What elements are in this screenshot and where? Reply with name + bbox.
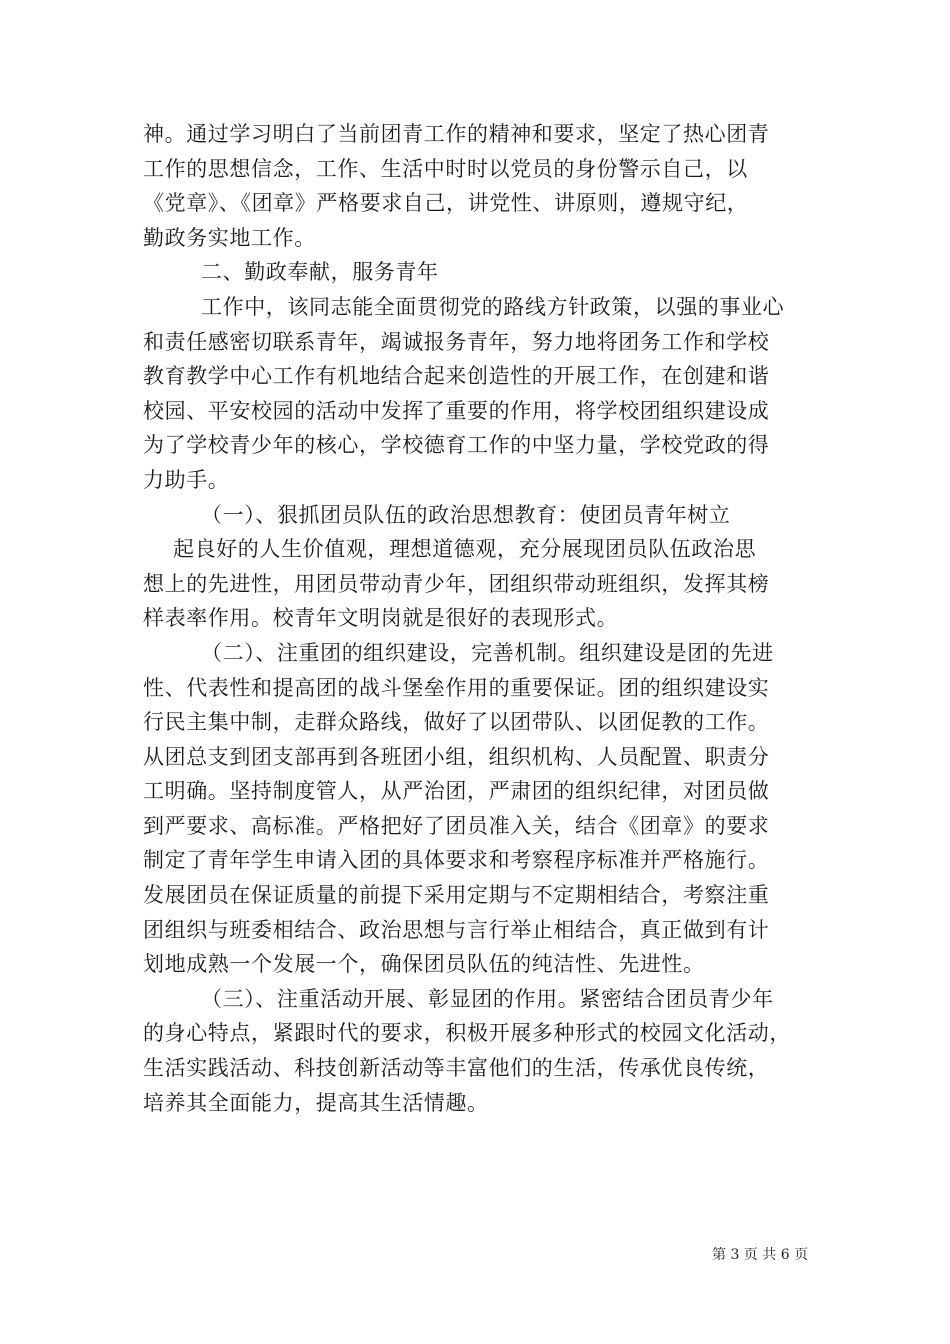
section-heading: 二、勤政奉献，服务青年 <box>201 260 439 285</box>
text-line: 生活实践活动、科技创新活动等丰富他们的生活，传承优良传统， <box>143 1056 770 1081</box>
text-line: 到严要求、高标准。严格把好了团员准入关，结合《团章》的要求 <box>143 813 770 838</box>
text-line: 行民主集中制，走群众路线，做好了以团带队、以团促教的工作。 <box>143 710 770 735</box>
subsection-heading: （一）、狠抓团员队伍的政治思想教育：使团员青年树立 <box>201 502 731 527</box>
text-line: 从团总支到团支部再到各班团小组，组织机构、人员配置、职责分 <box>143 744 770 769</box>
text-line: 团组织与班委相结合、政治思想与言行举止相结合，真正做到有计 <box>143 917 770 942</box>
text-line: 工作中，该同志能全面贯彻党的路线方针政策，以强的事业心 <box>201 294 785 319</box>
subsection-heading: （三）、注重活动开展、彰显团的作用。紧密结合团员青少年 <box>201 986 774 1011</box>
text-line: 《党章》、《团章》严格要求自己，讲党性、讲原则，遵规守纪， <box>143 191 749 216</box>
page-number: 第 3 页 共 6 页 <box>712 1247 809 1263</box>
text-line: 想上的先进性，用团员带动青少年，团组织带动班组织，发挥其榜 <box>143 571 770 596</box>
text-line: 的身心特点，紧跟时代的要求，积极开展多种形式的校园文化活动， <box>143 1021 791 1046</box>
text-line: 制定了青年学生申请入团的具体要求和考察程序标准并严格施行。 <box>143 848 770 873</box>
document-body <box>143 117 823 1120</box>
text-line: 校园、平安校园的活动中发挥了重要的作用，将学校团组织建设成 <box>143 398 770 423</box>
subsection-heading: （二）、注重团的组织建设，完善机制。组织建设是团的先进 <box>201 640 774 665</box>
text-line: 神。通过学习明白了当前团青工作的精神和要求，坚定了热心团青 <box>143 122 770 146</box>
text-line: 起良好的人生价值观，理想道德观，充分展现团员队伍政治思 <box>173 537 757 562</box>
text-line: 样表率作用。校青年文明岗就是很好的表现形式。 <box>143 606 619 631</box>
text-line: 教育教学中心工作有机地结合起来创造性的开展工作，在创建和谐 <box>143 364 770 389</box>
text-line: 培养其全面能力，提高其生活情趣。 <box>143 1090 489 1115</box>
text-line: 划地成熟一个发展一个，确保团员队伍的纯洁性、先进性。 <box>143 952 705 977</box>
text-line: 工作的思想信念，工作、生活中时时以党员的身份警示自己，以 <box>143 156 748 181</box>
text-line: 工明确。坚持制度管人，从严治团，严肃团的组织纪律，对团员做 <box>143 779 770 804</box>
text-line: 勤政务实地工作。 <box>143 225 316 250</box>
text-line: 为了学校青少年的核心，学校德育工作的中坚力量，学校党政的得 <box>143 433 770 458</box>
text-line: 和责任感密切联系青年，竭诚报务青年，努力地将团务工作和学校 <box>143 329 770 354</box>
text-line: 发展团员在保证质量的前提下采用定期与不定期相结合，考察注重 <box>143 883 770 908</box>
text-line: 力助手。 <box>143 467 230 492</box>
text-line: 性、代表性和提高团的战斗堡垒作用的重要保证。团的组织建设实 <box>143 675 770 700</box>
